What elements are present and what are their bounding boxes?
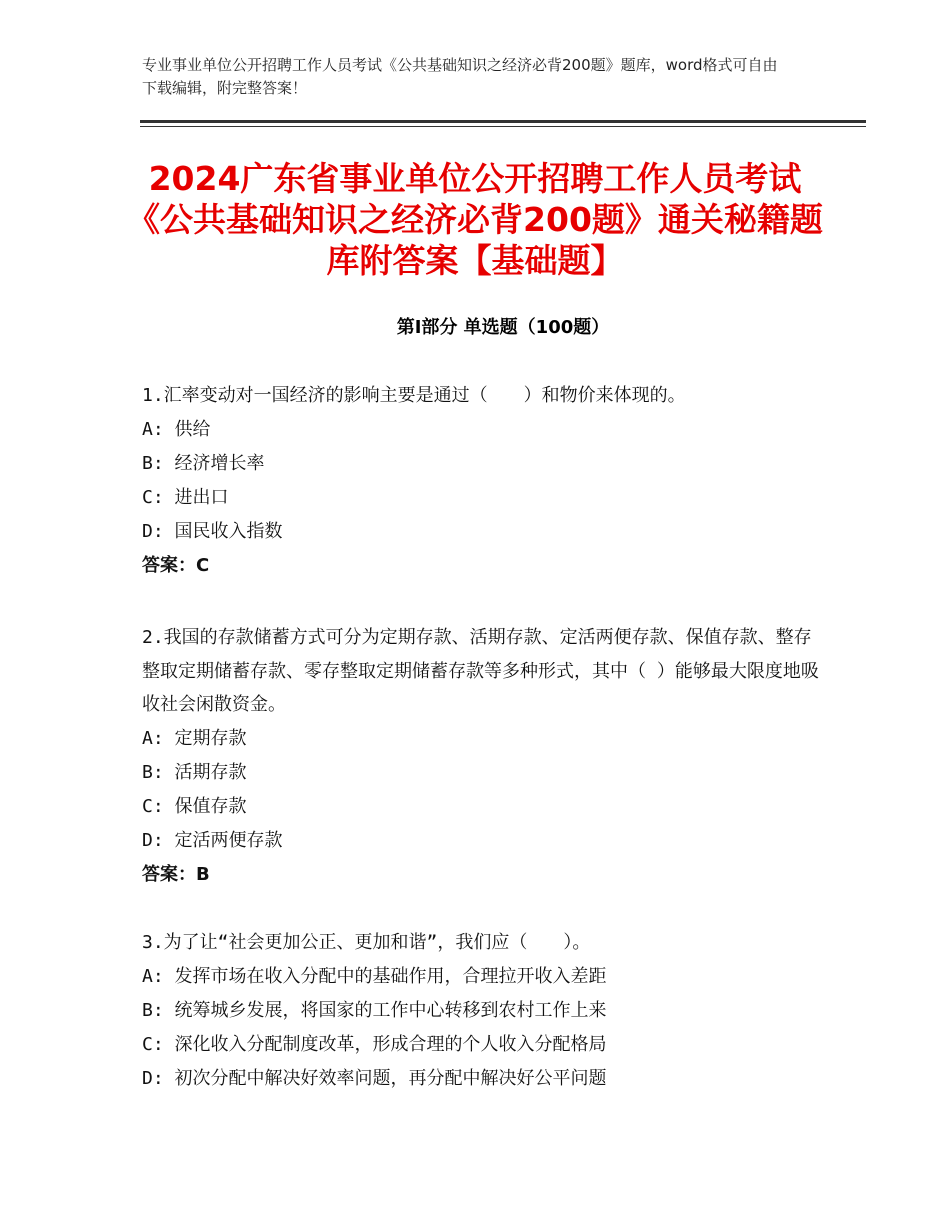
answer: 答案：C — [142, 554, 210, 576]
option-d: D: 初次分配中解决好效率问题，再分配中解决好公平问题 — [142, 1067, 607, 1089]
header-rule-thick — [140, 120, 866, 123]
option-b: B: 统筹城乡发展，将国家的工作中心转移到农村工作上来 — [142, 999, 607, 1021]
answer: 答案：B — [142, 863, 210, 885]
document-title: 2024广东省事业单位公开招聘工作人员考试《公共基础知识之经济必背200题》通关秘籍题库附答案【基础题】 — [127, 159, 823, 280]
question-stem: 1.汇率变动对一国经济的影响主要是通过（ ）和物价来体现的。 — [142, 385, 686, 406]
option-c: C: 进出口 — [142, 486, 229, 508]
option-c: C: 保值存款 — [142, 795, 247, 817]
question-1 — [142, 379, 822, 583]
option-b: B: 经济增长率 — [142, 452, 265, 474]
option-c: C: 深化收入分配制度改革，形成合理的个人收入分配格局 — [142, 1033, 607, 1055]
header-note: 专业事业单位公开招聘工作人员考试《公共基础知识之经济必背200题》题库，word格式可自由下载编辑，附完整答案！ — [142, 56, 778, 97]
option-d: D: 定活两便存款 — [142, 829, 283, 851]
question-stem: 2.我国的存款储蓄方式可分为定期存款、活期存款、定活两便存款、保值存款、整存整取定期储蓄存款、零存整取定期储蓄存款等多种形式，其中（ ）能够最大限度地吸收社会闲散资金。 — [142, 627, 819, 715]
header-rule-thin — [140, 126, 866, 127]
section-heading: 第Ⅰ部分 单选题（100题） — [396, 317, 610, 338]
option-a: A: 供给 — [142, 418, 211, 440]
question-stem: 3.为了让“社会更加公正、更加和谐”，我们应（ ）。 — [142, 932, 591, 953]
option-a: A: 发挥市场在收入分配中的基础作用，合理拉开收入差距 — [142, 965, 607, 987]
option-b: B: 活期存款 — [142, 761, 247, 783]
question-2 — [142, 621, 822, 892]
question-3 — [142, 926, 822, 1096]
option-a: A: 定期存款 — [142, 727, 247, 749]
option-d: D: 国民收入指数 — [142, 520, 283, 542]
